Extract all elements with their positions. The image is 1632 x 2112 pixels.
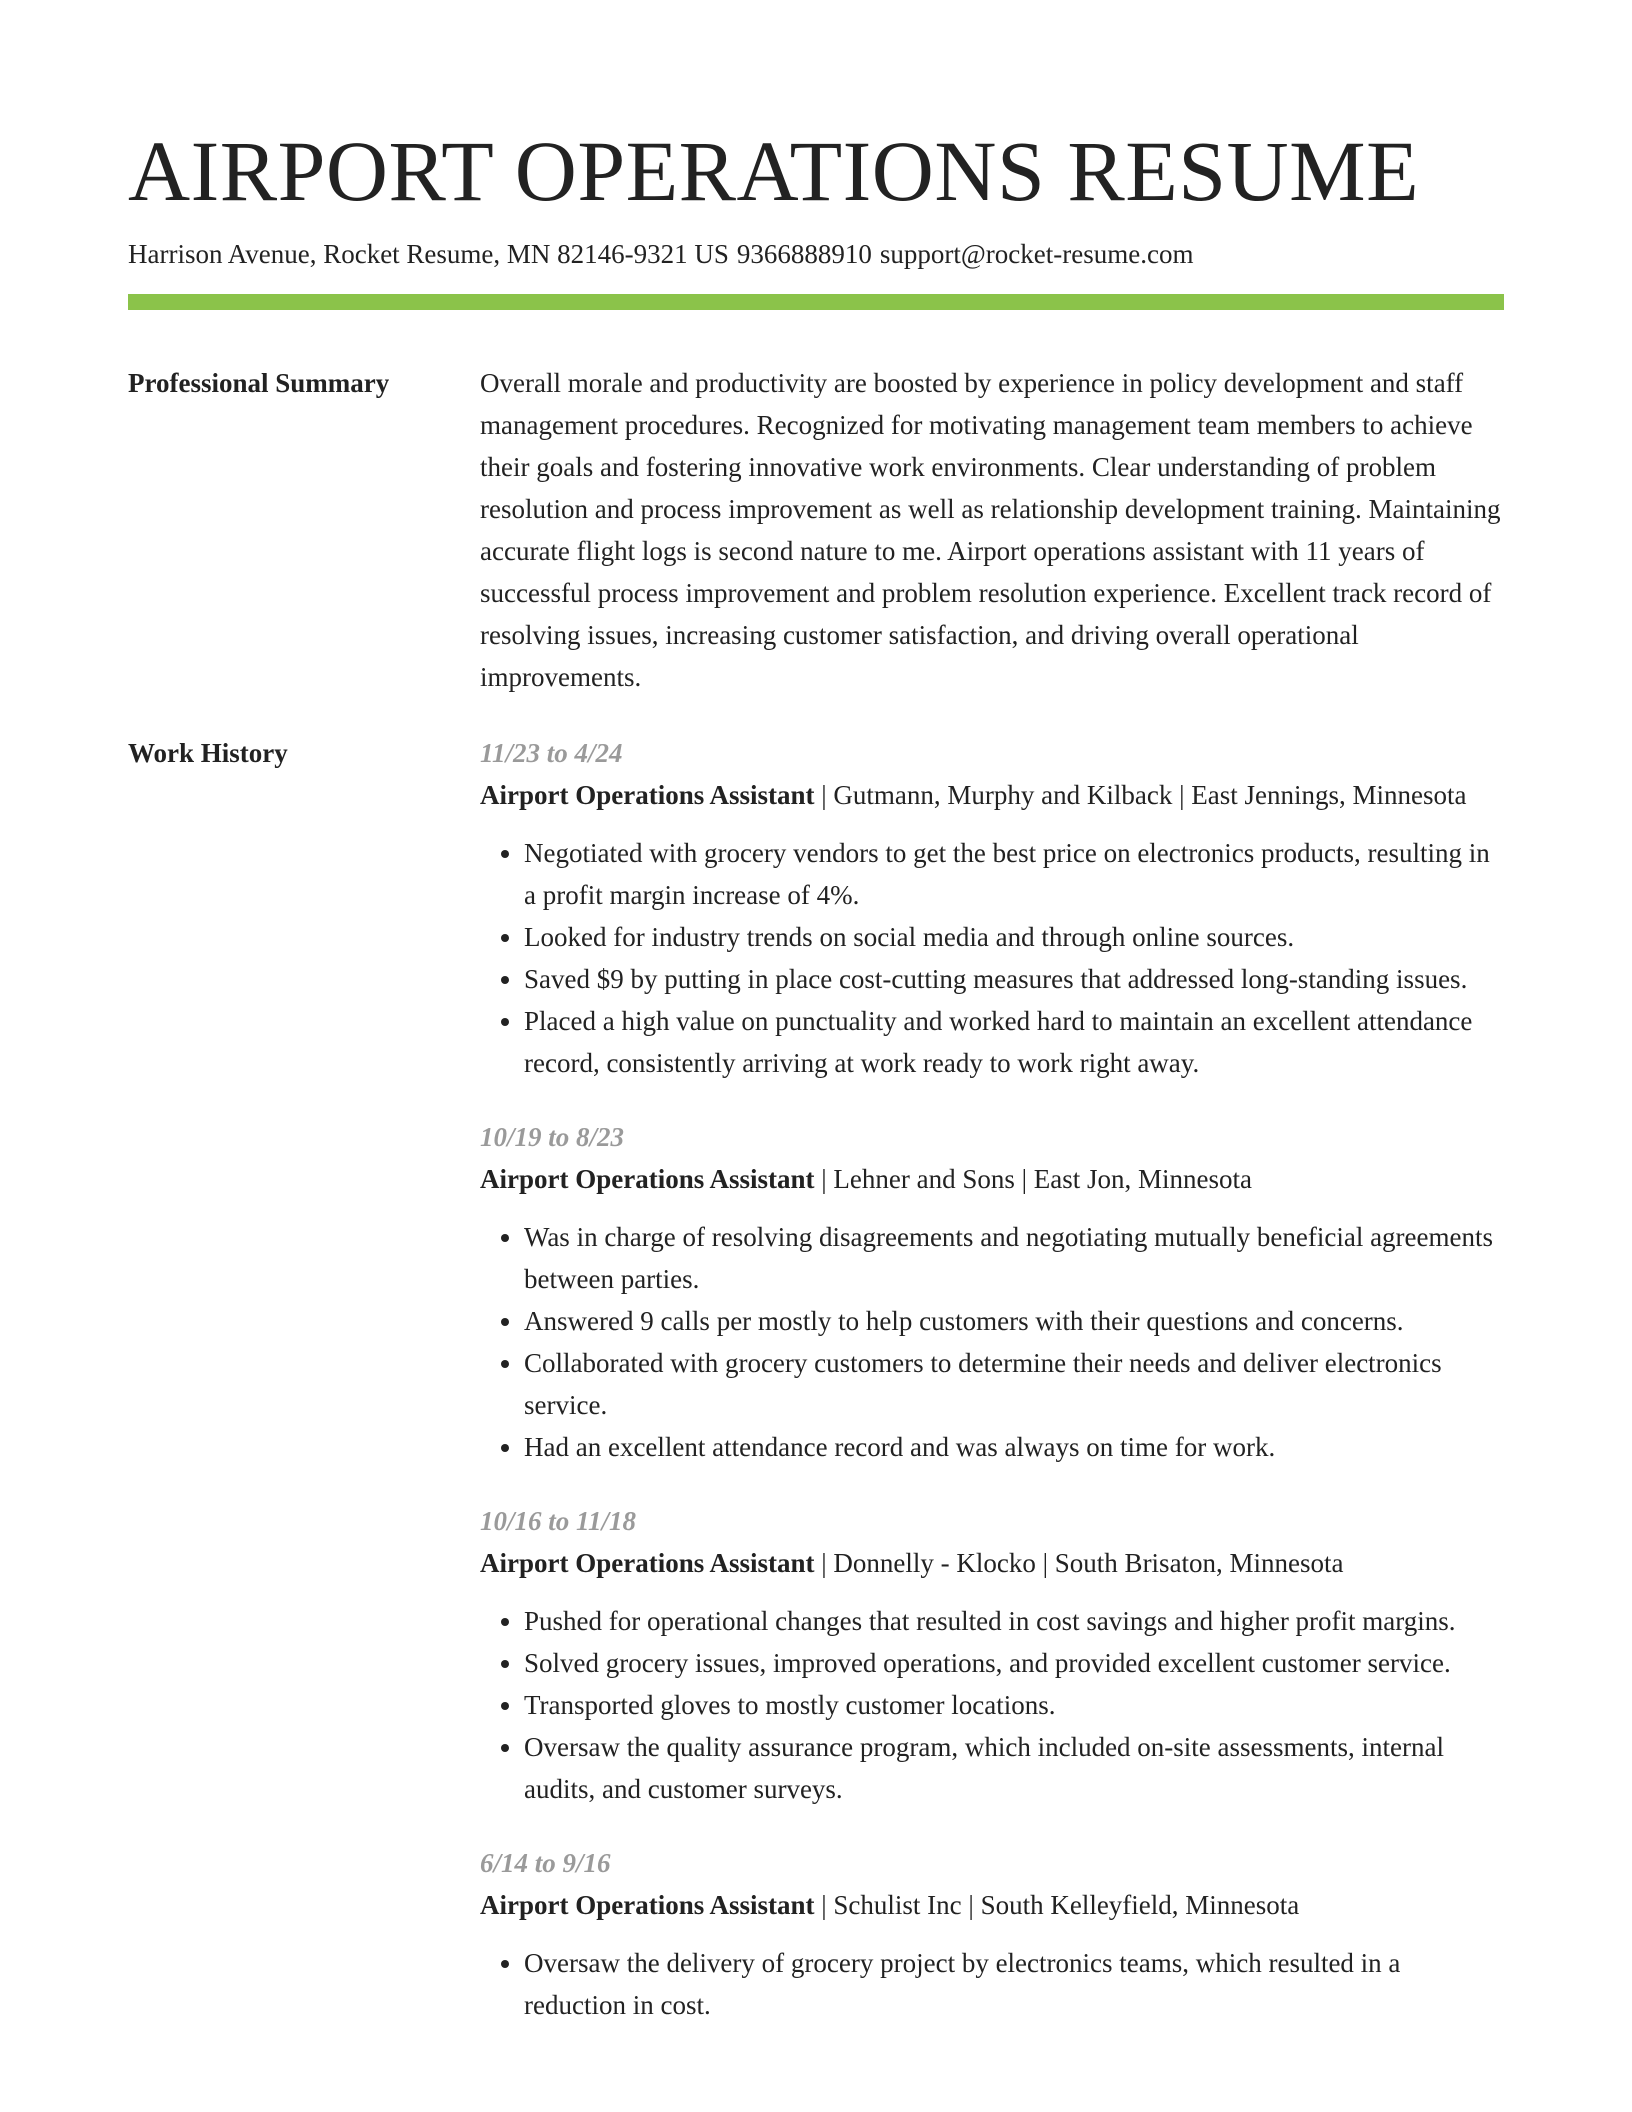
job-bullet: • Oversaw the delivery of grocery project by electronics teams, which resulted in a reduction in cost.	[524, 1942, 1504, 2026]
job-heading	[480, 1158, 1504, 1200]
accent-divider	[128, 294, 1504, 310]
job-bullet: • Negotiated with grocery vendors to get the best price on electronics products, resulting in a profit margin increase of 4%.	[524, 832, 1504, 916]
job-heading	[480, 1542, 1504, 1584]
job-bullet-list	[480, 832, 1504, 1084]
job-employer-location: | Donnelly - Klocko | South Brisaton, Minnesota	[814, 1548, 1344, 1578]
resume-page	[128, 0, 1504, 2058]
work-history-label: Work History	[128, 738, 288, 768]
job-bullet-list	[480, 1942, 1504, 2026]
job-title: Airport Operations Assistant	[480, 1164, 815, 1194]
resume-title: AIRPORT OPERATIONS RESUME	[128, 123, 1420, 219]
job-bullet: • Oversaw the quality assurance program, which included on-site assessments, internal audits, and customer surveys.	[524, 1726, 1504, 1810]
job-entry	[480, 1116, 1504, 1468]
job-bullet: • Saved $9 by putting in place cost-cutting measures that addressed long-standing issues.	[524, 958, 1504, 1000]
job-bullet: • Collaborated with grocery customers to determine their needs and deliver electronics service.	[524, 1342, 1504, 1426]
job-employer-location: | Gutmann, Murphy and Kilback | East Jennings, Minnesota	[814, 780, 1467, 810]
job-bullet: • Placed a high value on punctuality and worked hard to maintain an excellent attendance record, consistently arriving at work ready to work right away.	[524, 1000, 1504, 1084]
job-bullet: • Pushed for operational changes that resulted in cost savings and higher profit margins.	[524, 1600, 1504, 1642]
job-title: Airport Operations Assistant	[480, 1548, 815, 1578]
job-dates: 10/16 to 11/18	[480, 1506, 637, 1536]
work-history-body	[480, 732, 1504, 2058]
job-employer-location: | Schulist Inc | South Kelleyfield, Minnesota	[814, 1890, 1300, 1920]
job-bullet: • Had an excellent attendance record and was always on time for work.	[524, 1426, 1504, 1468]
job-bullet: • Answered 9 calls per mostly to help customers with their questions and concerns.	[524, 1300, 1504, 1342]
summary-text: Overall morale and productivity are boosted by experience in policy development and staff management procedures. Recognized for motivating management team members to achieve their goals and fostering innovative work environments. Clear understanding of problem resolution and process improvement as well as relationship development training. Maintaining accurate flight logs is second nature to me. Airport operations assistant with 11 years of successful process improvement and problem resolution experience. Excellent track record of resolving issues, increasing customer satisfaction, and driving overall operational improvements.	[480, 368, 1501, 692]
job-dates: 11/23 to 4/24	[480, 738, 623, 768]
job-entry	[480, 1842, 1504, 2026]
summary-label: Professional Summary	[128, 368, 390, 398]
job-bullet: • Was in charge of resolving disagreements and negotiating mutually beneficial agreements between parties.	[524, 1216, 1504, 1300]
job-dates: 6/14 to 9/16	[480, 1848, 611, 1878]
job-bullet: • Looked for industry trends on social media and through online sources.	[524, 916, 1504, 958]
job-entry	[480, 732, 1504, 1084]
contact-address: Harrison Avenue, Rocket Resume, MN 82146-9321 US	[128, 239, 729, 269]
job-heading	[480, 1884, 1504, 1926]
summary-section	[128, 362, 1504, 698]
job-title: Airport Operations Assistant	[480, 780, 815, 810]
summary-body	[480, 362, 1504, 698]
job-bullet: • Solved grocery issues, improved operations, and provided excellent customer service.	[524, 1642, 1504, 1684]
work-history-section	[128, 732, 1504, 2058]
job-title: Airport Operations Assistant	[480, 1890, 815, 1920]
contact-line	[128, 236, 1504, 272]
job-bullet-list	[480, 1600, 1504, 1810]
contact-email: support@rocket-resume.com	[879, 239, 1194, 269]
job-heading	[480, 774, 1504, 816]
job-bullet: • Transported gloves to mostly customer locations.	[524, 1684, 1504, 1726]
job-dates: 10/19 to 8/23	[480, 1122, 625, 1152]
job-bullet-list	[480, 1216, 1504, 1468]
contact-phone: 9366888910	[736, 239, 872, 269]
job-employer-location: | Lehner and Sons | East Jon, Minnesota	[814, 1164, 1253, 1194]
job-entry	[480, 1500, 1504, 1810]
